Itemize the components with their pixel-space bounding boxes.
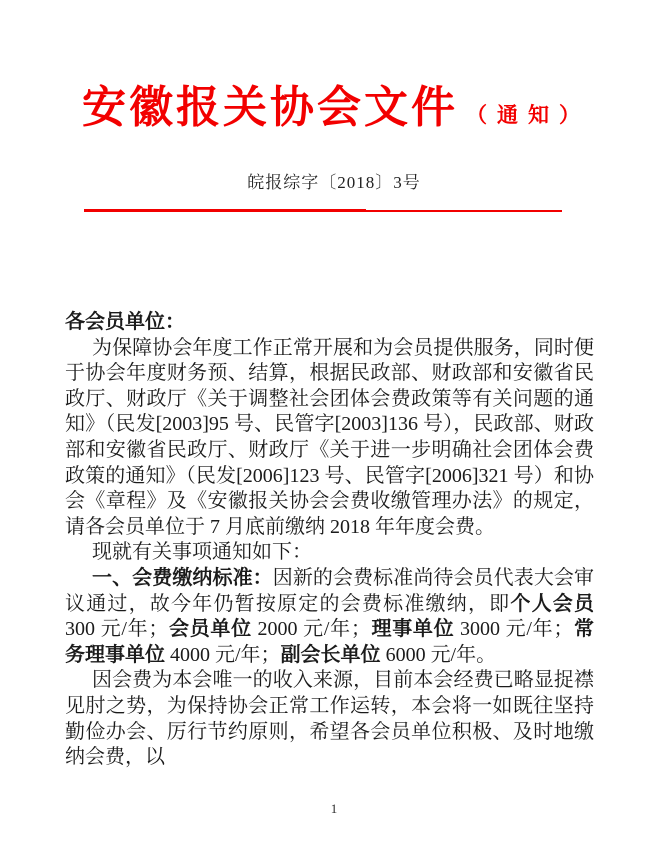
- paragraph-notice-intro: 现就有关事项通知如下：: [92, 541, 312, 564]
- document-title-main: 安徽报关协会文件: [82, 83, 458, 132]
- fee-term-individual-member: 个人会员: [510, 592, 595, 615]
- red-divider-line-left-segment: [84, 209, 366, 212]
- paragraph-appeal: 因会费为本会唯一的收入来源，目前本会经费已略显捉襟见肘之势，为保持协会正常工作运转，本会将一如既往坚持勤俭办会、厉行节约原则，希望各会员单位积极、及时地缴纳会费，以: [65, 669, 594, 769]
- fee-amount-executive-director-unit: 4000 元/年；: [165, 643, 281, 666]
- fee-term-vice-president-unit: 副会长单位: [280, 643, 381, 666]
- red-divider-line: [84, 208, 562, 213]
- fee-amount-vice-president-unit: 6000 元/年。: [380, 643, 497, 666]
- page-number: 1: [330, 801, 338, 816]
- document-number: 皖报综字〔2018〕3号: [247, 173, 421, 192]
- fee-amount-director-unit: 3000 元/年；: [454, 618, 574, 641]
- fee-term-member-unit: 会员单位: [168, 618, 252, 641]
- paragraph-fee-standard: [65, 566, 594, 668]
- salutation: 各会员单位：: [65, 311, 185, 333]
- fee-term-director-unit: 理事单位: [370, 618, 455, 641]
- document-title: [82, 84, 590, 139]
- paragraph-legal-basis: 为保障协会年度工作正常开展和为会员提供服务，同时便于协会年度财务预、结算，根据民政部、财政部和安徽省民政厅、财政厅《关于调整社会团体会费政策等有关问题的通知》（民发[2003]95 号、民管字[2003]136 号），民政部、财政部和安徽省民政厅、财政厅《关于进一步明确社会团体会费政策的通知》（民发[2006]123 号、民管字[2006]321 号）和协会《章程》及《安徽报关协会会费收缴管理办法》的规定，请各会员单位于 7 月底前缴纳 2018 年年度会费。: [65, 336, 594, 538]
- fee-standard-intro: 因新的会费标准尚待会员代表大会审议通过，故今年仍暂按原定的会费标准缴纳，即: [65, 566, 594, 615]
- fee-term-executive-director-unit: 常务理事单位: [65, 618, 595, 666]
- red-divider-line-right-segment: [366, 210, 562, 212]
- fee-amount-individual-member: 300 元/年；: [65, 618, 169, 641]
- document-body: [65, 310, 594, 771]
- document-title-paren: （通知）: [466, 103, 590, 127]
- fee-amount-member-unit: 2000 元/年；: [251, 618, 371, 641]
- fee-standard-heading: 一、会费缴纳标准：: [92, 566, 273, 589]
